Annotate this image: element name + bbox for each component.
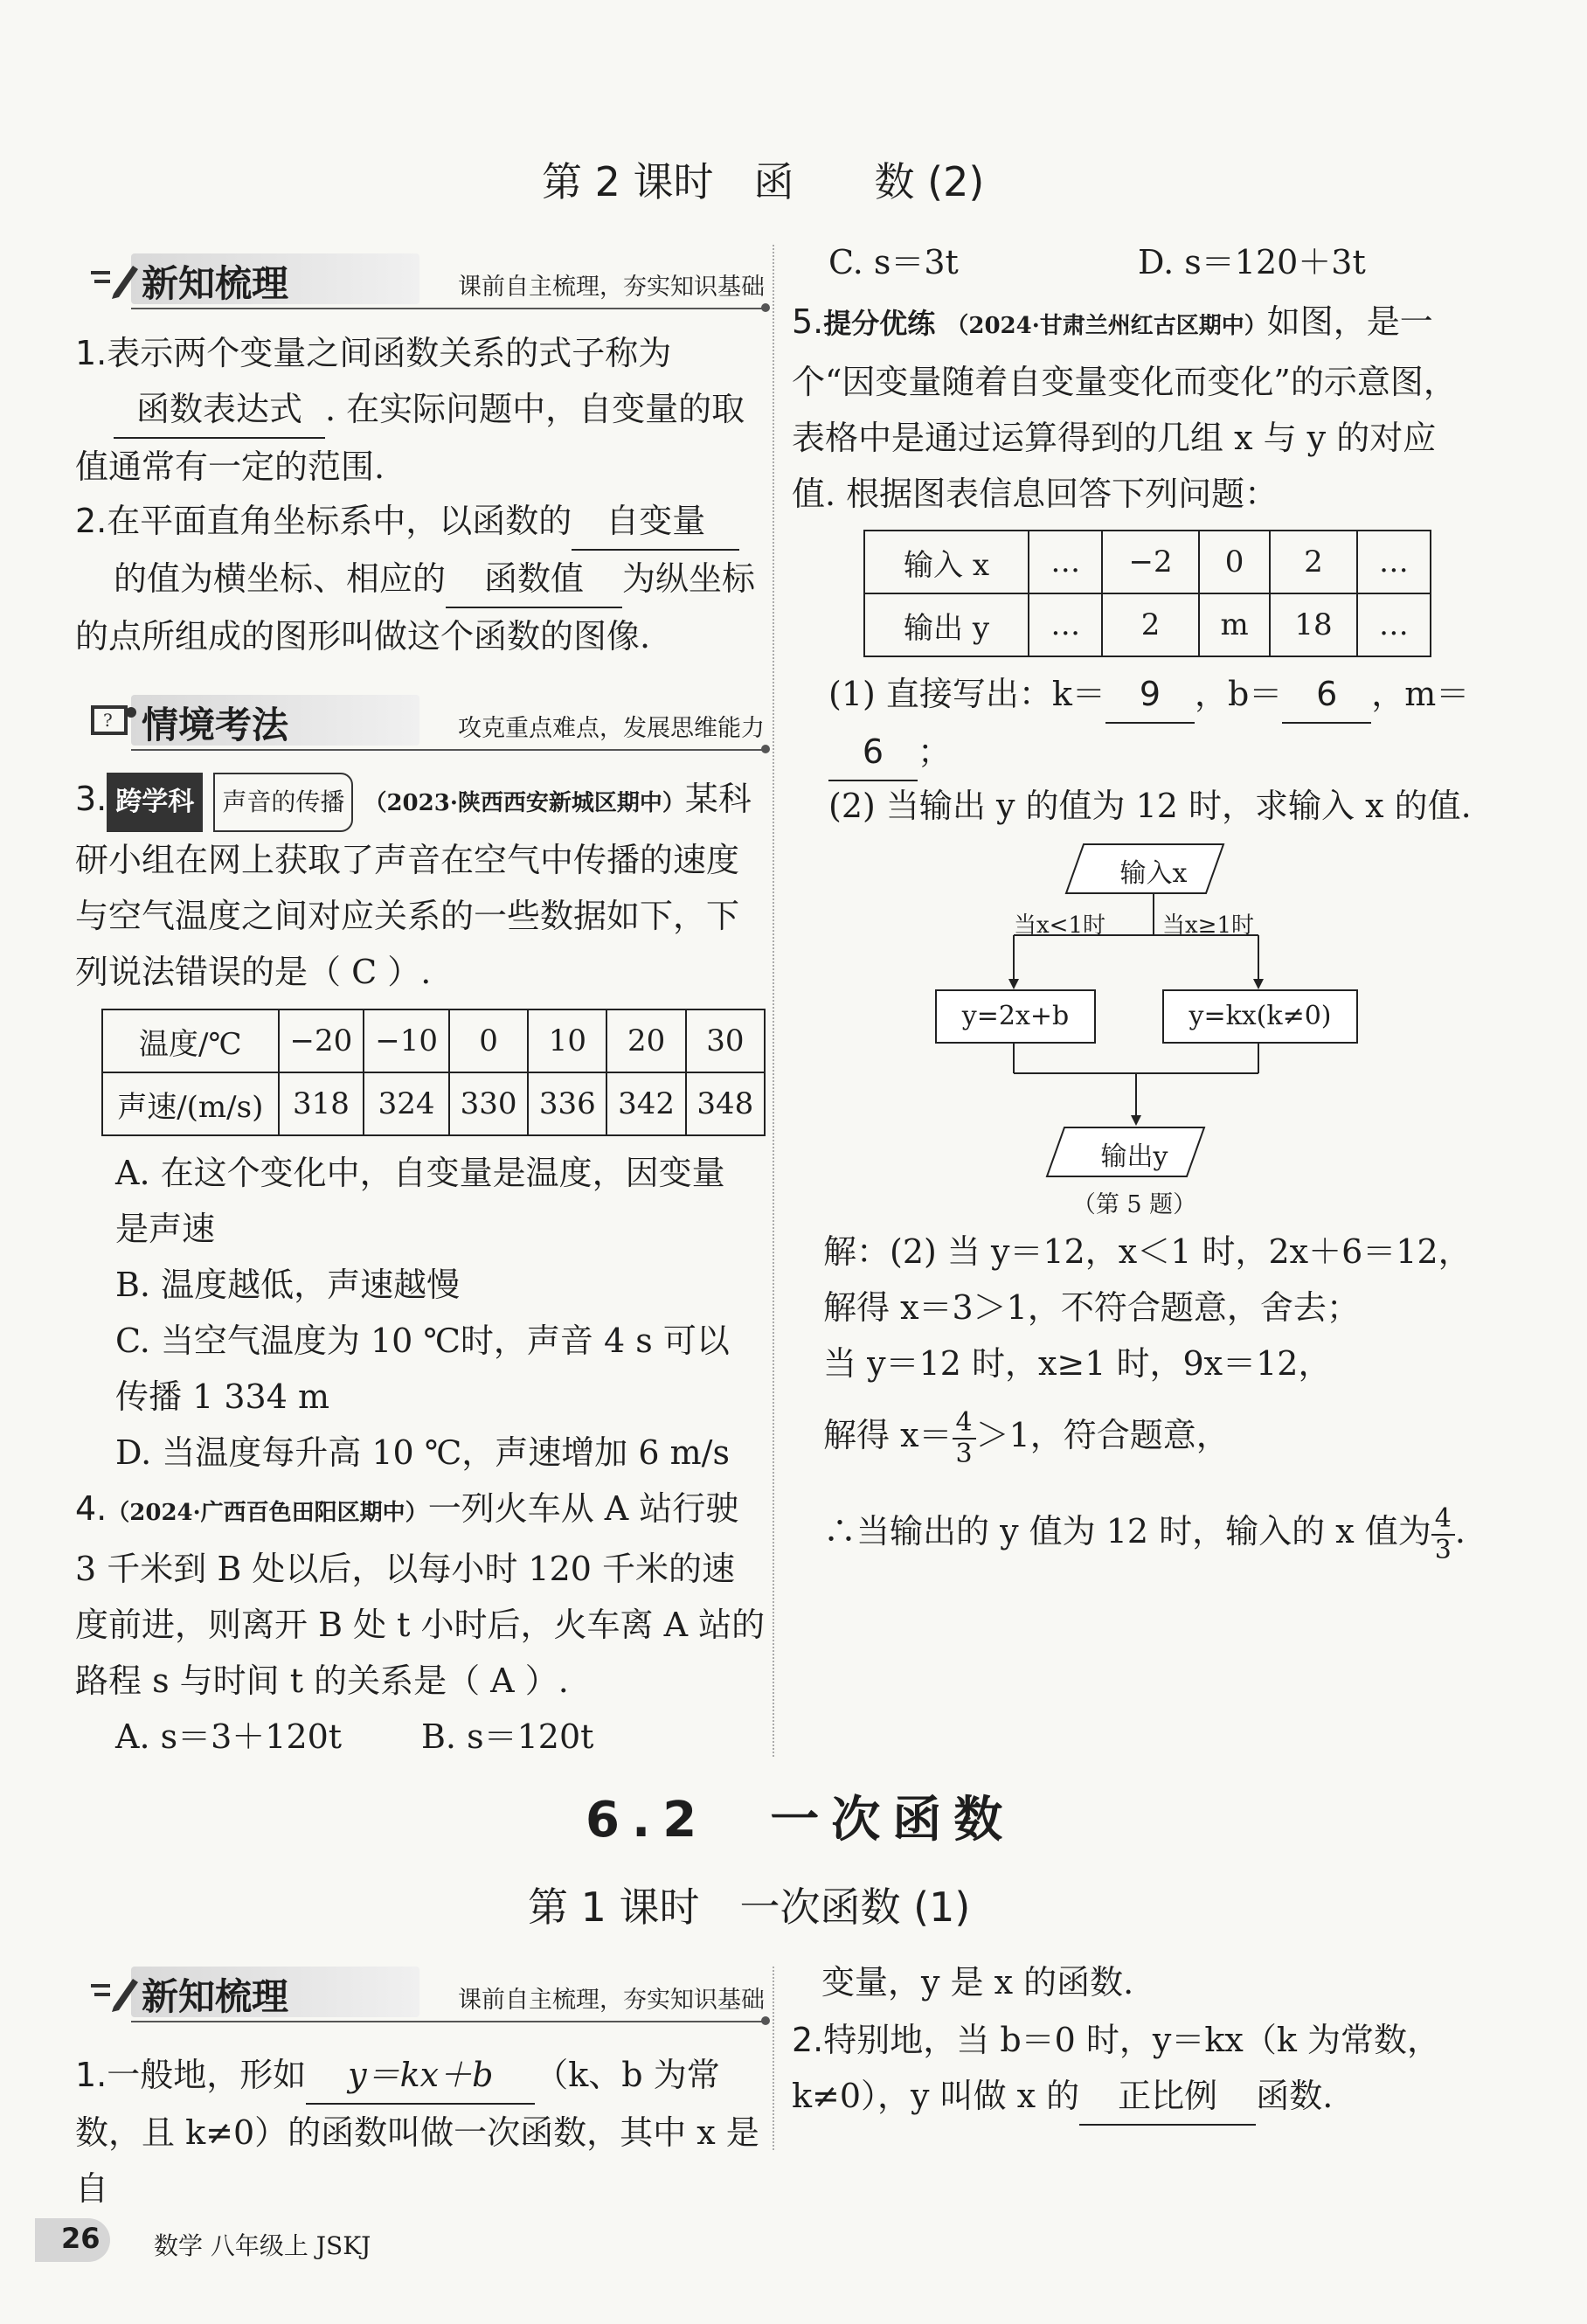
solution-line: 当 y＝12 时，x≥1 时，9x＝12， [823,1344,1332,1383]
basic-question-1-cont: 变量，y 是 x 的函数. [821,1963,1134,2001]
answer-m: 6 [828,724,918,781]
figure-caption: （第 5 题） [1071,1191,1197,1218]
option-d: D. 当温度每升高 10 ℃，声速增加 6 m/s [115,1433,730,1472]
section-header-new-knowledge-2 [87,1967,765,2028]
solution-line: ∴当输出的 y 值为 12 时，输入的 x 值为 $\frac{4}{3}$ . [823,1502,1466,1565]
svg-text:?: ? [103,710,113,731]
fraction: $\frac{4}{3}$ [1431,1504,1455,1565]
practice-badge: 提分优练 [823,307,936,340]
question-5-part-2: (2) 当输出 y 的值为 12 时，求输入 x 的值. [828,787,1472,825]
table-row: 温度/℃ −20 −10 0 10 20 30 [102,1009,765,1072]
answer-blank: y＝kx＋b [306,2047,535,2105]
section-motto: 攻克重点难点，发展思维能力 [458,715,765,742]
input-output-table [863,530,1431,657]
solution-line: 解得 x＝3＞1，不符合题意，舍去； [823,1288,1360,1327]
option-a: A. s＝3＋120t [115,1717,343,1756]
basic-question-2: 2.特别地，当 b＝0 时，y＝kx（k 为常数，k≠0），y 叫做 x 的 正比例 函数. [792,2012,1482,2126]
pencil-icon [87,259,140,301]
solution-line: 解：(2) 当 y＝12，x＜1 时，2x＋6＝12， [823,1232,1472,1271]
pencil-icon [87,1972,140,2014]
question-5: 5.提分优练 （2024·甘肃兰州红古区期中）如图，是一个“因变量随着自变量变化而变化”的示意图，表格中是通过运算得到的几组 x 与 y 的对应值. 根据图表信息回答下列问题： [792,302,1457,513]
book-name: 数学 八年级上 JSKJ [154,2231,371,2260]
flowchart [926,839,1381,1224]
question-board-icon [87,700,140,742]
answer-blank: 函数表达式 [114,381,325,439]
option-b: B. s＝120t [421,1717,594,1756]
answer-blank: 自变量 [572,493,739,551]
table-row: 输入 x … −2 0 2 … [864,531,1431,593]
section-label: 情境考法 [142,704,289,746]
question-4-options-cd [828,234,1528,290]
section-title: 6.2 一次函数 [586,1792,1015,1849]
flow-left-box: y=2x+b [935,989,1096,1044]
option-c: C. 当空气温度为 10 ℃时，声音 4 s 可以传播 1 334 m [115,1322,730,1416]
section-header-new-knowledge [87,253,765,315]
basic-question-1: 1.一般地，形如 y＝kx＋b （k、b 为常数，且 k≠0）的函数叫做一次函数，其中 x 是自 [75,2047,766,2216]
flow-output: 输出y [1100,1141,1168,1172]
solution-line: 解得 x＝ $\frac{4}{3}$ ＞1，符合题意， [823,1406,1230,1469]
fraction: $\frac{4}{3}$ [953,1408,976,1469]
lesson-title-2: 第 1 课时 一次函数 (1) [528,1883,971,1931]
question-1: 1.表示两个变量之间函数关系的式子称为 函数表达式 . 在实际问题中，自变量的取值通常有一定的范围. [75,334,745,486]
sound-speed-table [101,1009,766,1136]
option-a: A. 在这个变化中，自变量是温度，因变量是声速 [115,1154,725,1248]
answer-blank: 函数值 [446,551,622,608]
section-header-scenario [87,695,765,756]
flow-right-box: y=kx(k≠0) [1162,989,1358,1044]
question-3-options [115,1145,753,1481]
page-number: 26 [61,2222,100,2255]
section-motto: 课前自主梳理，夯实知识基础 [458,1987,765,2014]
table-row: 输出 y … 2 m 18 … [864,593,1431,656]
section-label: 新知梳理 [142,262,289,305]
lesson-title: 第 2 课时 函 数 (2) [542,158,985,205]
answer-blank: 正比例 [1079,2068,1256,2126]
cross-subject-badge: 跨学科 [107,773,203,832]
question-2: 2.在平面直角坐标系中，以函数的 自变量 的值为横坐标、相应的 函数值 为纵坐标的点所组成的图形叫做这个函数的图像. [75,493,757,664]
option-b: B. 温度越低，声速越慢 [115,1266,461,1304]
question-3: 3. 跨学科 声音的传播 （2023·陕西西安新城区期中）某科研小组在网上获取了声音在空气中传播的速度与空气温度之间对应关系的一些数据如下，下列说法错误的是（ C ）. [75,771,766,1000]
column-divider [773,245,774,1757]
question-5-part-1: (1) 直接写出：k＝ 9 ，b＝ 6 ，m＝ 6 ； [828,666,1475,781]
table-row: 声速/(m/s) 318 324 330 336 342 348 [102,1072,765,1135]
flow-condition-right: 当x≥1时 [1162,912,1254,939]
flow-condition-left: 当x<1时 [1014,912,1105,939]
option-d: D. s＝120＋3t [1138,243,1366,281]
question-4: 4.（2024·广西百色田阳区期中）一列火车从 A 站行驶 3 千米到 B 处以后，以每小时 120 千米的速度前进，则离开 B 处 t 小时后，火车离 A 站的路程 s 与时间 t 的关系是（ A ）. A. s＝3＋120t B. s＝120t [75,1481,766,1765]
topic-tag: 声音的传播 [213,773,353,832]
answer-k: 9 [1105,666,1195,724]
option-c: C. s＝3t [828,243,959,281]
section-label: 新知梳理 [142,1975,289,2018]
answer-b: 6 [1282,666,1371,724]
solution [823,1224,1522,1575]
column-divider [773,1967,774,2150]
flow-input: 输入x [1119,858,1188,889]
section-motto: 课前自主梳理，夯实知识基础 [458,274,765,301]
